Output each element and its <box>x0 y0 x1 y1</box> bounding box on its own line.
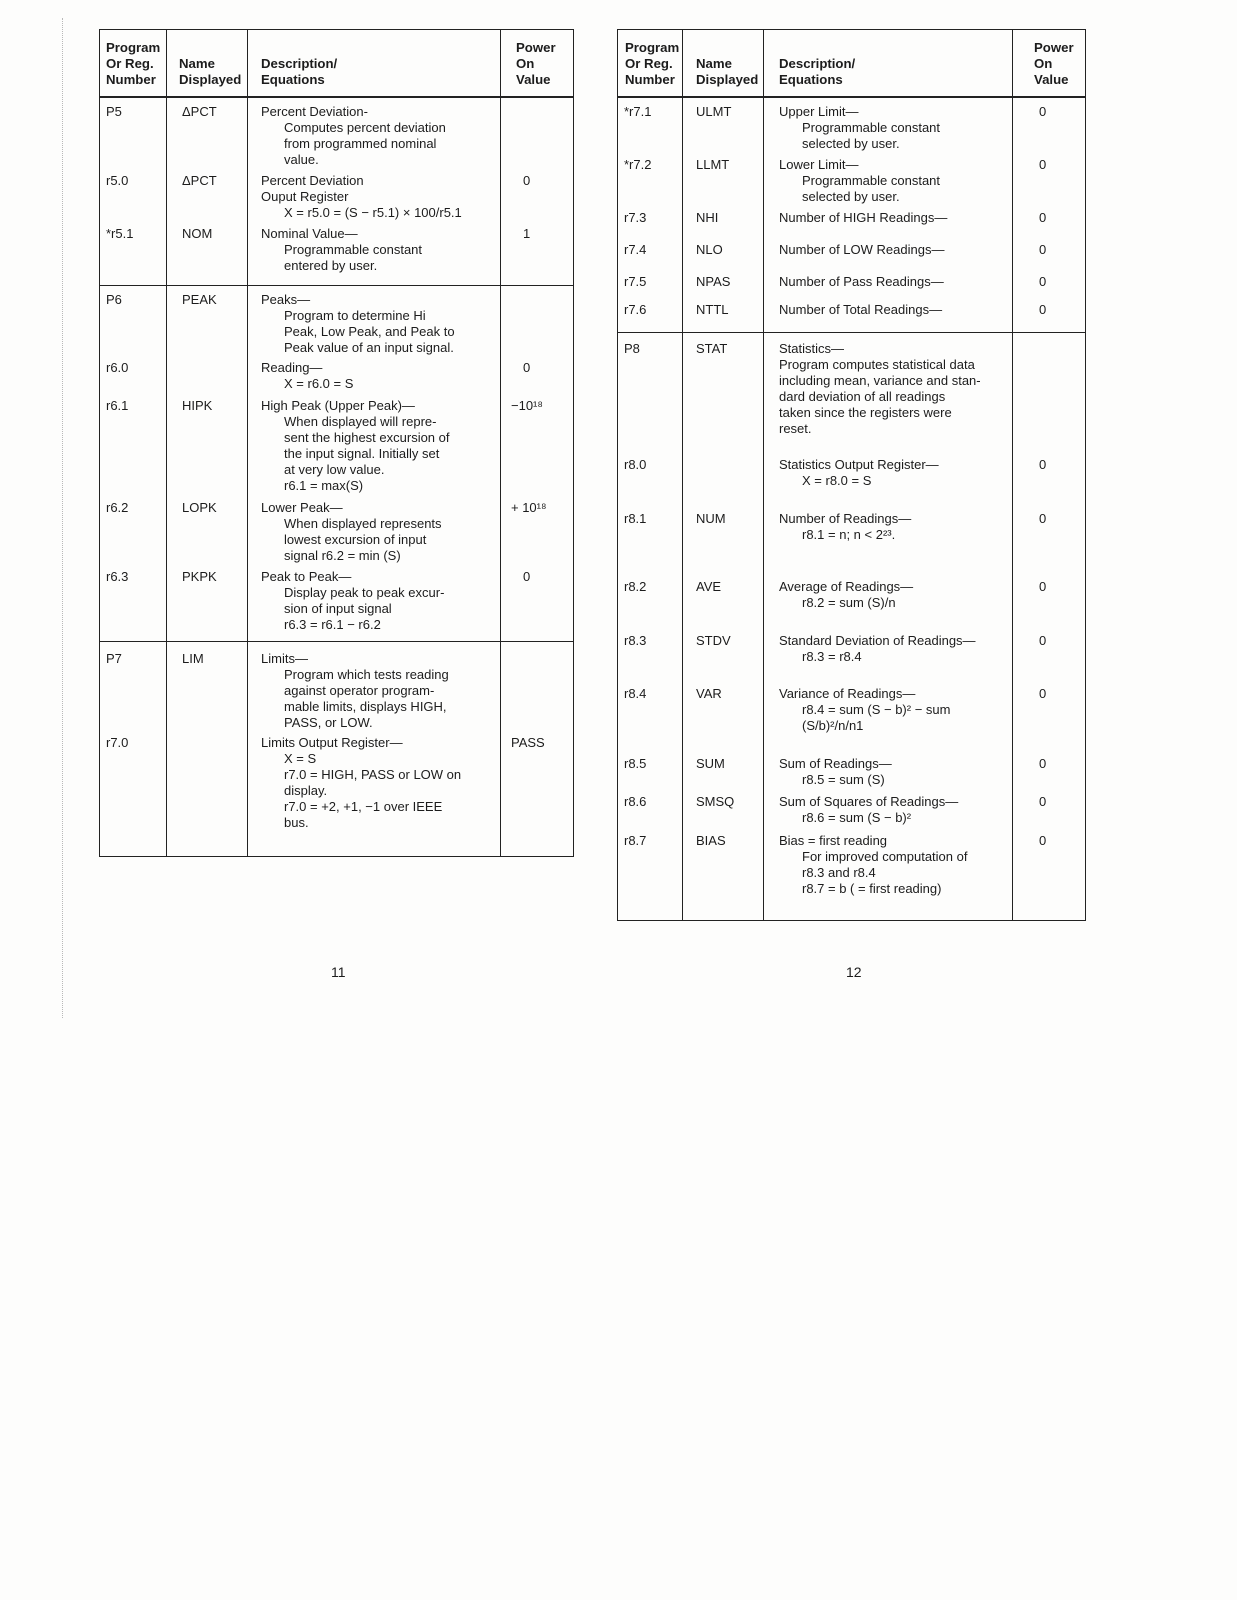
register-number: r6.2 <box>106 500 129 515</box>
equation-line: When displayed represents <box>284 516 442 531</box>
power-on-value: 0 <box>1039 579 1047 594</box>
description-equations <box>779 633 976 665</box>
column-divider <box>1012 30 1013 920</box>
description-equations <box>779 833 967 897</box>
register-number: *r7.1 <box>624 104 652 119</box>
name-displayed: VAR <box>696 686 722 701</box>
power-on-value: 1 <box>523 226 531 241</box>
name-displayed: PKPK <box>182 569 217 584</box>
header-name-displayed: Name Displayed <box>179 56 242 87</box>
equation-line: For improved computation of <box>802 849 968 864</box>
description-line: including mean, variance and stan- <box>779 373 981 388</box>
name-displayed: LIM <box>182 651 204 666</box>
description-equations <box>261 398 450 494</box>
register-number: r8.0 <box>624 457 647 472</box>
register-number: r7.4 <box>624 242 647 257</box>
description-line: Limits— <box>261 651 308 666</box>
equation-line: Peak value of an input signal. <box>284 340 454 355</box>
description-equations <box>779 242 944 258</box>
register-number: *r7.2 <box>624 157 652 172</box>
equation-line: PASS, or LOW. <box>284 715 373 730</box>
equation-line: Program which tests reading <box>284 667 449 682</box>
name-displayed: ULMT <box>696 104 732 119</box>
register-number: r8.6 <box>624 794 647 809</box>
description-line: taken since the registers were <box>779 405 952 420</box>
description-line: High Peak (Upper Peak)— <box>261 398 415 413</box>
group-separator <box>618 332 1085 333</box>
register-number: r5.0 <box>106 173 129 188</box>
power-on-value: 0 <box>523 360 531 375</box>
equation-line: display. <box>284 783 328 798</box>
description-line: Sum of Squares of Readings— <box>779 794 959 809</box>
column-divider <box>763 30 764 920</box>
description-line: dard deviation of all readings <box>779 389 946 404</box>
register-number: r7.5 <box>624 274 647 289</box>
description-equations <box>261 735 461 831</box>
header-program-number: Program Or Reg. Number <box>625 40 680 87</box>
name-displayed: BIAS <box>696 833 726 848</box>
equation-line: r8.3 = r8.4 <box>802 649 862 664</box>
description-line: Variance of Readings— <box>779 686 916 701</box>
page-number-left: 11 <box>331 964 346 980</box>
equation-line: sion of input signal <box>284 601 392 616</box>
power-on-value: 0 <box>1039 104 1047 119</box>
description-line: Limits Output Register— <box>261 735 403 750</box>
power-on-value: + 10¹⁸ <box>511 500 547 515</box>
right-register-table <box>617 29 1086 921</box>
register-number: r6.3 <box>106 569 129 584</box>
name-displayed: PEAK <box>182 292 217 307</box>
power-on-value: 0 <box>1039 210 1047 225</box>
description-line: Program computes statistical data <box>779 357 975 372</box>
description-equations <box>261 651 449 731</box>
equation-line: X = r6.0 = S <box>284 376 354 391</box>
description-line: Lower Peak— <box>261 500 343 515</box>
description-equations <box>779 756 892 788</box>
description-line: Reading— <box>261 360 323 375</box>
description-equations <box>779 157 940 205</box>
equation-line: X = r5.0 = (S − r5.1) × 100/r5.1 <box>284 205 462 220</box>
equation-line: signal r6.2 = min (S) <box>284 548 401 563</box>
name-displayed: SUM <box>696 756 725 771</box>
name-displayed: LOPK <box>182 500 217 515</box>
equation-line: Display peak to peak excur- <box>284 585 445 600</box>
column-divider <box>682 30 683 920</box>
equation-line: r8.5 = sum (S) <box>802 772 885 787</box>
equation-line: X = S <box>284 751 317 766</box>
binding-edge-line <box>62 18 63 1018</box>
description-equations <box>261 104 446 168</box>
name-displayed: LLMT <box>696 157 730 172</box>
description-line: Bias = first reading <box>779 833 888 848</box>
equation-line: When displayed will repre- <box>284 414 437 429</box>
register-number: r8.4 <box>624 686 647 701</box>
header-power-on-value: Power On Value <box>516 40 556 87</box>
equation-line: r8.7 = b ( = first reading) <box>802 881 942 896</box>
column-divider <box>247 30 248 856</box>
power-on-value: 0 <box>1039 633 1047 648</box>
equation-line: r6.3 = r6.1 − r6.2 <box>284 617 381 632</box>
group-separator <box>100 641 573 642</box>
name-displayed: ΔPCT <box>182 173 217 188</box>
description-equations <box>779 579 913 611</box>
description-line: reset. <box>779 421 812 436</box>
equation-line: Programmable constant <box>284 242 423 257</box>
header-power-on-value: Power On Value <box>1034 40 1074 87</box>
power-on-value: 0 <box>1039 511 1047 526</box>
power-on-value: 0 <box>1039 794 1047 809</box>
description-equations <box>261 360 353 392</box>
equation-line: Program to determine Hi <box>284 308 426 323</box>
register-number: r8.2 <box>624 579 647 594</box>
power-on-value: 0 <box>523 173 531 188</box>
equation-line: X = r8.0 = S <box>802 473 872 488</box>
register-number: *r5.1 <box>106 226 134 241</box>
power-on-value: 0 <box>1039 157 1047 172</box>
equation-line: lowest excursion of input <box>284 532 427 547</box>
equation-line: at very low value. <box>284 462 385 477</box>
description-equations <box>779 457 939 489</box>
description-line: Number of HIGH Readings— <box>779 210 948 225</box>
description-line: Standard Deviation of Readings— <box>779 633 976 648</box>
equation-line: sent the highest excursion of <box>284 430 450 445</box>
name-displayed: NLO <box>696 242 723 257</box>
name-displayed: STDV <box>696 633 731 648</box>
equation-line: r8.6 = sum (S − b)² <box>802 810 912 825</box>
description-equations <box>779 302 942 318</box>
description-line: Lower Limit— <box>779 157 859 172</box>
column-divider <box>500 30 501 856</box>
description-equations <box>261 173 462 221</box>
register-number: P6 <box>106 292 122 307</box>
description-line: Average of Readings— <box>779 579 914 594</box>
register-number: r7.0 <box>106 735 129 750</box>
register-number: P8 <box>624 341 640 356</box>
register-number: r6.0 <box>106 360 129 375</box>
description-equations <box>261 569 444 633</box>
left-register-table <box>99 29 574 857</box>
equation-line: r8.1 = n; n < 2²³. <box>802 527 896 542</box>
register-number: r6.1 <box>106 398 129 413</box>
register-number: P7 <box>106 651 122 666</box>
name-displayed: NHI <box>696 210 719 225</box>
description-line: Percent Deviation- <box>261 104 368 119</box>
equation-line: Programmable constant <box>802 173 941 188</box>
equation-line: value. <box>284 152 319 167</box>
power-on-value: −10¹⁸ <box>511 398 543 413</box>
equation-line: (S/b)²/n/n1 <box>802 718 864 733</box>
power-on-value: 0 <box>1039 756 1047 771</box>
description-line: Upper Limit— <box>779 104 859 119</box>
register-number: r8.1 <box>624 511 647 526</box>
equation-line: Peak, Low Peak, and Peak to <box>284 324 455 339</box>
register-number: r8.3 <box>624 633 647 648</box>
description-line: Ouput Register <box>261 189 349 204</box>
equation-line: from programmed nominal <box>284 136 437 151</box>
register-number: P5 <box>106 104 122 119</box>
column-divider <box>166 30 167 856</box>
name-displayed: STAT <box>696 341 728 356</box>
description-equations <box>261 292 455 356</box>
description-equations <box>779 104 940 152</box>
description-line: Peaks— <box>261 292 311 307</box>
equation-line: mable limits, displays HIGH, <box>284 699 447 714</box>
equation-line: r6.1 = max(S) <box>284 478 364 493</box>
equation-line: r8.2 = sum (S)/n <box>802 595 896 610</box>
power-on-value: 0 <box>1039 833 1047 848</box>
equation-line: bus. <box>284 815 309 830</box>
register-number: r8.5 <box>624 756 647 771</box>
description-line: Statistics Output Register— <box>779 457 939 472</box>
description-equations <box>261 500 442 564</box>
equation-line: Computes percent deviation <box>284 120 446 135</box>
equation-line: selected by user. <box>802 189 900 204</box>
page-number-right: 12 <box>846 964 862 980</box>
power-on-value: 0 <box>1039 242 1047 257</box>
name-displayed: HIPK <box>182 398 213 413</box>
name-displayed: AVE <box>696 579 722 594</box>
description-line: Number of LOW Readings— <box>779 242 945 257</box>
name-displayed: ΔPCT <box>182 104 217 119</box>
equation-line: entered by user. <box>284 258 378 273</box>
group-separator <box>100 285 573 286</box>
equation-line: the input signal. Initially set <box>284 446 440 461</box>
power-on-value: 0 <box>1039 302 1047 317</box>
description-equations <box>779 794 958 826</box>
register-number: r8.7 <box>624 833 647 848</box>
header-description: Description/ Equations <box>779 56 856 87</box>
description-line: Percent Deviation <box>261 173 364 188</box>
equation-line: r8.3 and r8.4 <box>802 865 876 880</box>
equation-line: r7.0 = +2, +1, −1 over IEEE <box>284 799 443 814</box>
name-displayed: SMSQ <box>696 794 735 809</box>
description-equations <box>779 511 911 543</box>
power-on-value: 0 <box>523 569 531 584</box>
equation-line: selected by user. <box>802 136 900 151</box>
register-number: r7.6 <box>624 302 647 317</box>
name-displayed: NUM <box>696 511 726 526</box>
register-number: r7.3 <box>624 210 647 225</box>
description-line: Number of Readings— <box>779 511 912 526</box>
header-description: Description/ Equations <box>261 56 338 87</box>
description-line: Number of Total Readings— <box>779 302 943 317</box>
equation-line: against operator program- <box>284 683 435 698</box>
description-line: Nominal Value— <box>261 226 358 241</box>
name-displayed: NOM <box>182 226 213 241</box>
description-equations <box>779 686 950 734</box>
power-on-value: 0 <box>1039 686 1047 701</box>
description-equations <box>779 274 944 290</box>
description-line: Sum of Readings— <box>779 756 892 771</box>
description-line: Peak to Peak— <box>261 569 352 584</box>
power-on-value: 0 <box>1039 274 1047 289</box>
description-equations <box>261 226 422 274</box>
power-on-value: 0 <box>1039 457 1047 472</box>
description-line: Number of Pass Readings— <box>779 274 944 289</box>
header-program-number: Program Or Reg. Number <box>106 40 161 87</box>
name-displayed: NPAS <box>696 274 731 289</box>
equation-line: Programmable constant <box>802 120 941 135</box>
description-equations <box>779 341 981 437</box>
header-name-displayed: Name Displayed <box>696 56 759 87</box>
equation-line: r7.0 = HIGH, PASS or LOW on <box>284 767 462 782</box>
description-equations <box>779 210 947 226</box>
power-on-value: PASS <box>511 735 545 750</box>
equation-line: r8.4 = sum (S − b)² − sum <box>802 702 951 717</box>
description-line: Statistics— <box>779 341 845 356</box>
name-displayed: NTTL <box>696 302 729 317</box>
